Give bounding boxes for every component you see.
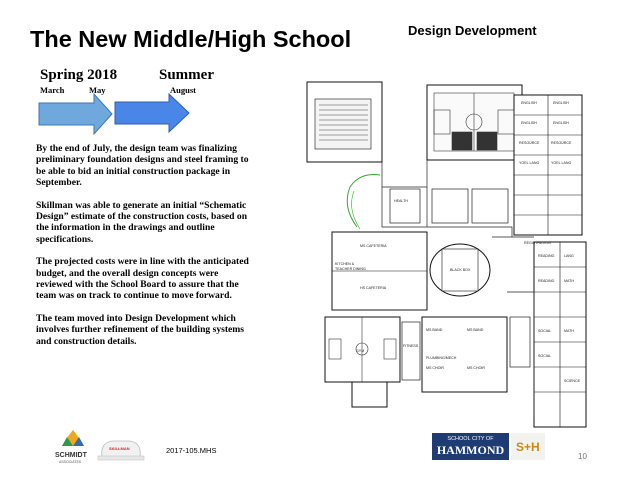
timeline-phase1-label: Spring 2018: [40, 67, 118, 83]
project-code: 2017-105.MHS: [166, 446, 217, 455]
sh-logo-text: S+H: [516, 440, 540, 454]
svg-text:MS CHOIR: MS CHOIR: [467, 366, 485, 370]
timeline-month-may: May: [89, 85, 106, 95]
svg-text:READING: READING: [538, 279, 555, 283]
svg-text:YOEL LANG: YOEL LANG: [551, 161, 572, 165]
sh-logo: [511, 433, 545, 460]
timeline-arrow-summer: [115, 94, 189, 132]
svg-text:MS CHOIR: MS CHOIR: [426, 366, 444, 370]
timeline-month-august: August: [170, 85, 196, 95]
body-paragraph-2: Skillman was able to generate an initial “Schematic Design” estimate of the construction costs, based on the information in the drawings and outline specifications.: [36, 199, 248, 245]
svg-text:HS CAFETERIA: HS CAFETERIA: [360, 286, 387, 290]
svg-text:RESOURCE: RESOURCE: [519, 141, 540, 145]
body-paragraph-4: The team moved into Design Development which involves further refinement of the building systems and construction details.: [36, 312, 245, 347]
body-text: [36, 143, 254, 358]
timeline-phase2-label: Summer: [159, 67, 214, 83]
svg-text:ENGLISH: ENGLISH: [553, 101, 569, 105]
body-paragraph-3: The projected costs were in line with the anticipated budget, and the overall design concepts were reviewed with the School Board to assure that the team was on track to continue to move forward.: [36, 256, 249, 302]
hammond-logo: [432, 433, 509, 460]
hammond-logo-main: HAMMOND: [436, 443, 505, 457]
svg-text:MATH: MATH: [564, 329, 574, 333]
svg-text:GYM: GYM: [356, 349, 365, 353]
schmidt-logo-name: SCHMIDT: [55, 452, 87, 459]
svg-text:LANG: LANG: [564, 254, 574, 258]
slide-subtitle: Design Development: [408, 23, 537, 38]
svg-text:RESOURCE: RESOURCE: [551, 141, 572, 145]
svg-text:HEALTH: HEALTH: [394, 199, 408, 203]
svg-text:ENGLISH: ENGLISH: [521, 121, 537, 125]
skillman-logo-name: SKILLMAN: [109, 446, 130, 451]
svg-text:MS BAND: MS BAND: [467, 328, 484, 332]
svg-text:SOCIAL: SOCIAL: [538, 329, 552, 333]
svg-text:SCIENCE: SCIENCE: [564, 379, 580, 383]
slide-title: The New Middle/High School: [30, 26, 352, 52]
timeline-month-march: March: [40, 85, 65, 95]
svg-text:SOCIAL: SOCIAL: [538, 354, 552, 358]
timeline-arrow-spring: [39, 94, 112, 134]
floor-plan: [302, 77, 592, 429]
svg-text:BLACK BOX: BLACK BOX: [450, 268, 471, 272]
svg-text:READING: READING: [538, 254, 555, 258]
svg-text:FITNESS: FITNESS: [403, 344, 419, 348]
svg-text:KITCHEN &: KITCHEN &: [335, 262, 355, 266]
skillman-logo: [96, 433, 146, 463]
plan-support: [352, 382, 387, 407]
svg-text:MATH: MATH: [564, 279, 574, 283]
svg-text:REGISTRATION: REGISTRATION: [524, 241, 551, 245]
svg-text:MS BAND: MS BAND: [426, 328, 443, 332]
svg-text:MS CAFETERIA: MS CAFETERIA: [360, 244, 387, 248]
svg-text:ENGLISH: ENGLISH: [521, 101, 537, 105]
hammond-logo-top: SCHOOL CITY OF: [447, 436, 494, 442]
page-number: 10: [578, 452, 587, 461]
svg-text:TEACHER DINING: TEACHER DINING: [335, 267, 366, 271]
timeline-arrows: [38, 93, 213, 139]
schmidt-logo-sub: ASSOCIATES: [59, 460, 82, 464]
schmidt-logo: [52, 428, 94, 468]
svg-text:PLUMBING/MECH: PLUMBING/MECH: [426, 356, 457, 360]
svg-text:YOEL LANG: YOEL LANG: [519, 161, 540, 165]
body-paragraph-1: By the end of July, the design team was finalizing preliminary foundation designs and steel framing to be able to bid an initial construction package in September.: [36, 143, 249, 189]
svg-text:ENGLISH: ENGLISH: [553, 121, 569, 125]
